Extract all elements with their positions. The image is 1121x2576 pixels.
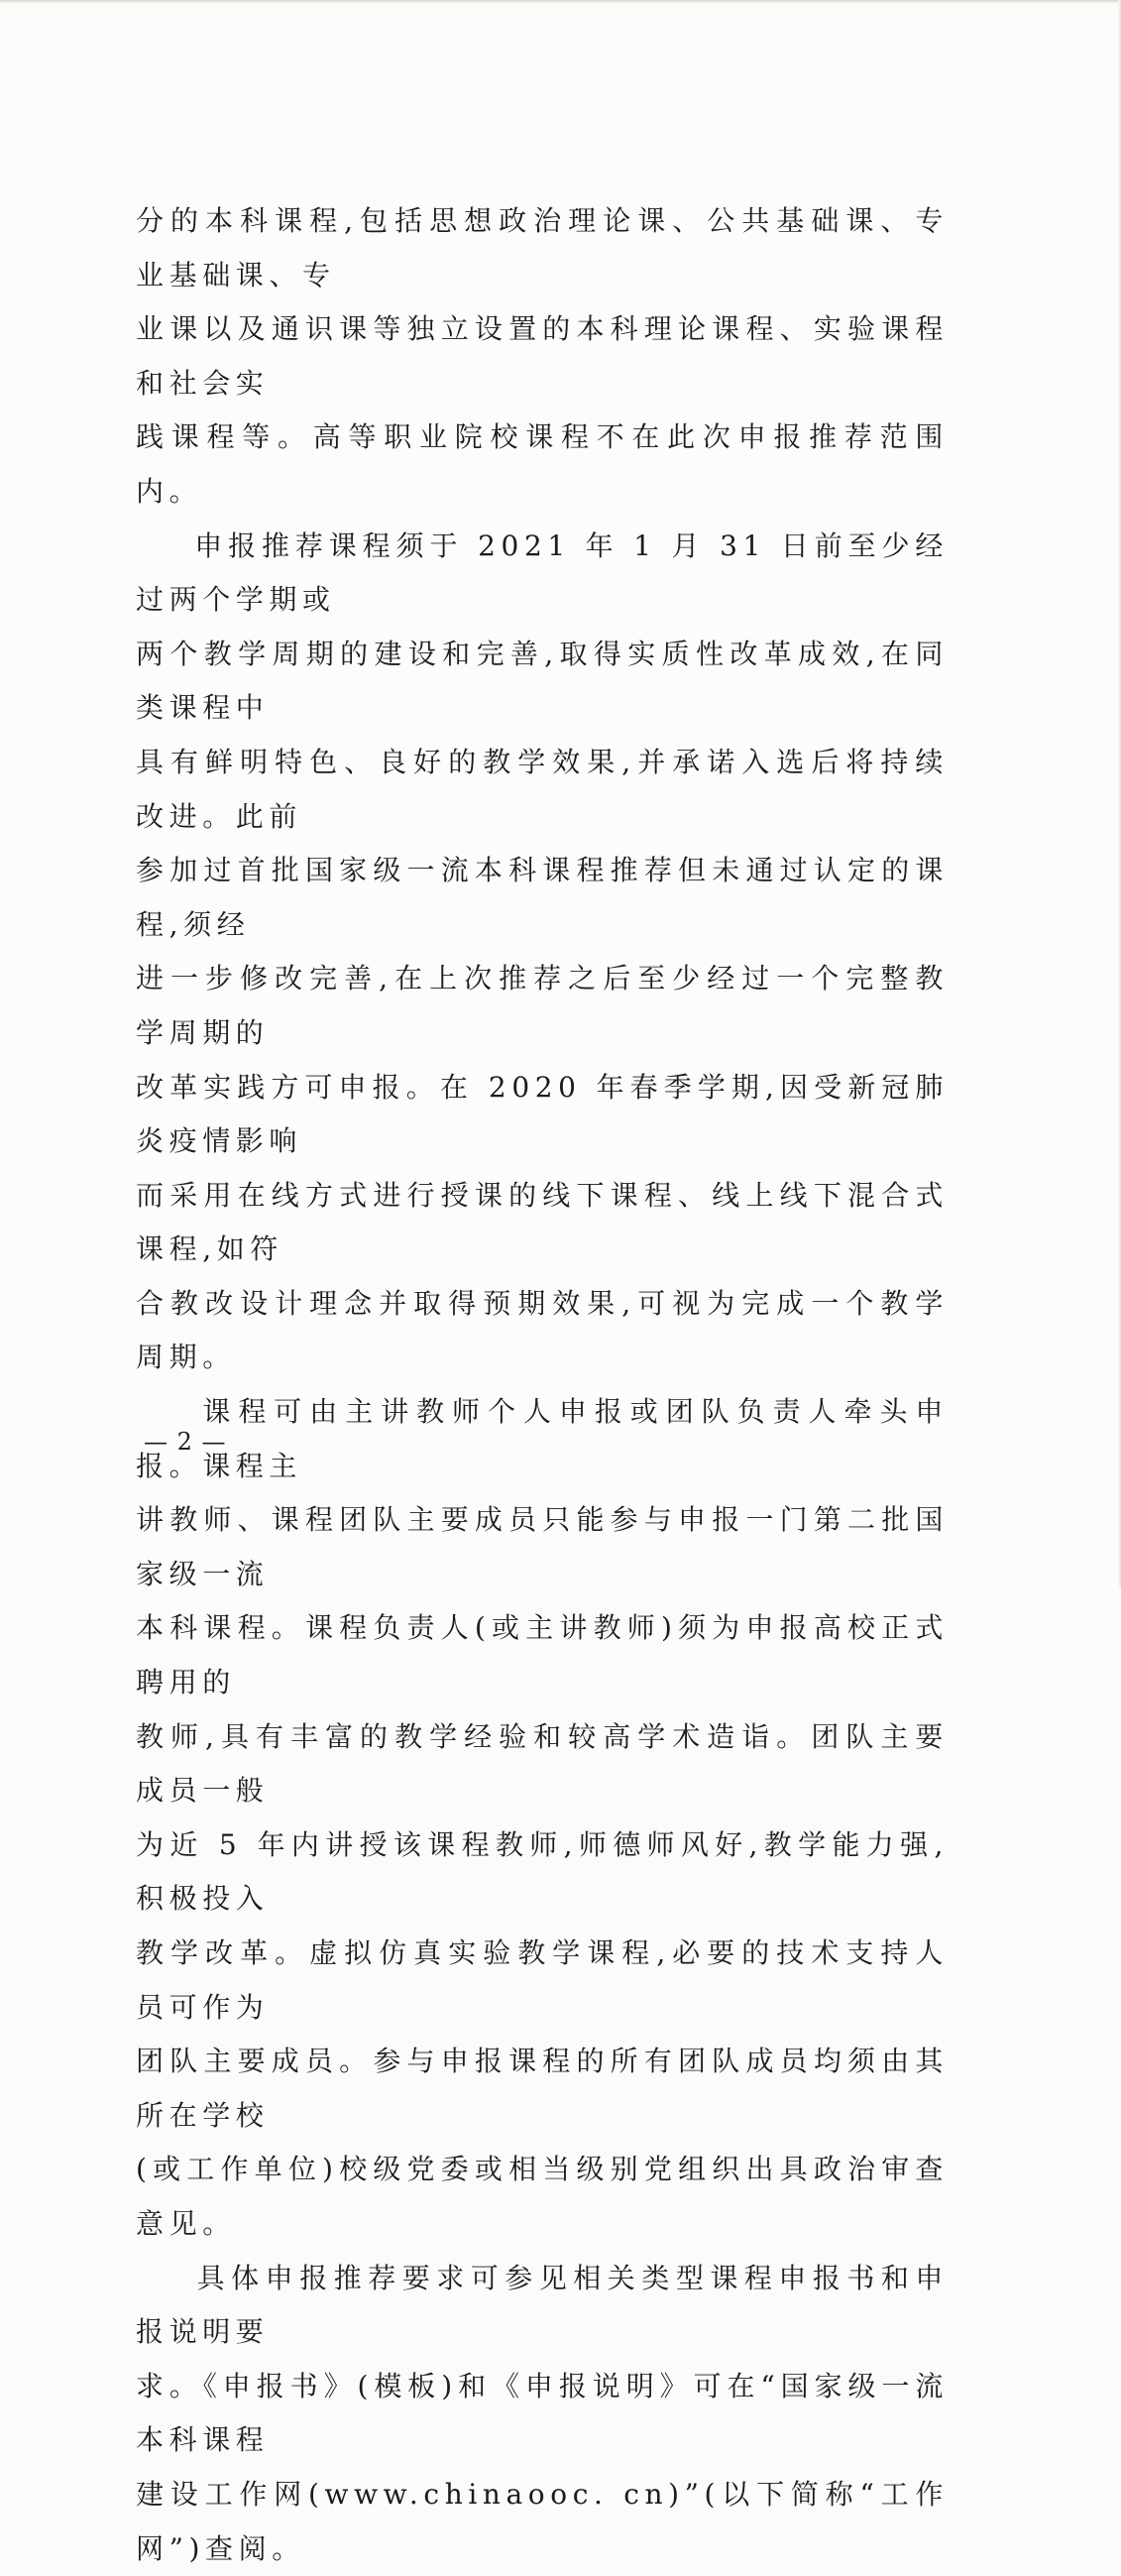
scan-top-edge	[0, 0, 1121, 3]
paragraph-course-scope: 分的本科课程,包括思想政治理论课、公共基础课、专业基础课、专 业课以及通识课等独立设置的本科理论课程、实验课程和社会实 践课程等。高等职业院校课程不在此次申报推荐范围内。	[136, 204, 949, 508]
document-body	[136, 194, 949, 2576]
paragraph-application-materials: 具体申报推荐要求可参见相关类型课程申报书和申报说明要 求。《申报书》(模板)和《申报说明》可在“国家级一流本科课程 建设工作网(www.chinaooc. cn)”(以下简称“工作网”)查阅。	[136, 2261, 949, 2565]
paragraph-course-requirements: 申报推荐课程须于 2021 年 1 月 31 日前至少经过两个学期或 两个教学周期的建设和完善,取得实质性改革成效,在同类课程中 具有鲜明特色、良好的教学效果,并承诺入选后将持续改进。此前 参加过首批国家级一流本科课程推荐但未通过认定的课程,须经 进一步修改完善,在上次推荐之后至少经过一个完整教学周期的 改革实践方可申报。在 2020 年春季学期,因受新冠肺炎疫情影响 而采用在线方式进行授课的线下课程、线上线下混合式课程,如符 合教改设计理念并取得预期效果,可视为完成一个教学周期。	[136, 528, 949, 1374]
page-number: — 2 —	[144, 1428, 227, 1456]
paragraph-teacher-requirements: 课程可由主讲教师个人申报或团队负责人牵头申报。课程主 讲教师、课程团队主要成员只能参与申报一门第二批国家级一流 本科课程。课程负责人(或主讲教师)须为申报高校正式聘用的 教师,具有丰富的教学经验和较高学术造诣。团队主要成员一般 为近 5 年内讲授该课程教师,师德师风好,教学能力强,积极投入 教学改革。虚拟仿真实验教学课程,必要的技术支持人员可作为 团队主要成员。参与申报课程的所有团队成员均须由其所在学校 (或工作单位)校级党委或相当级别党组织出具政治审查意见。	[136, 1395, 949, 2240]
